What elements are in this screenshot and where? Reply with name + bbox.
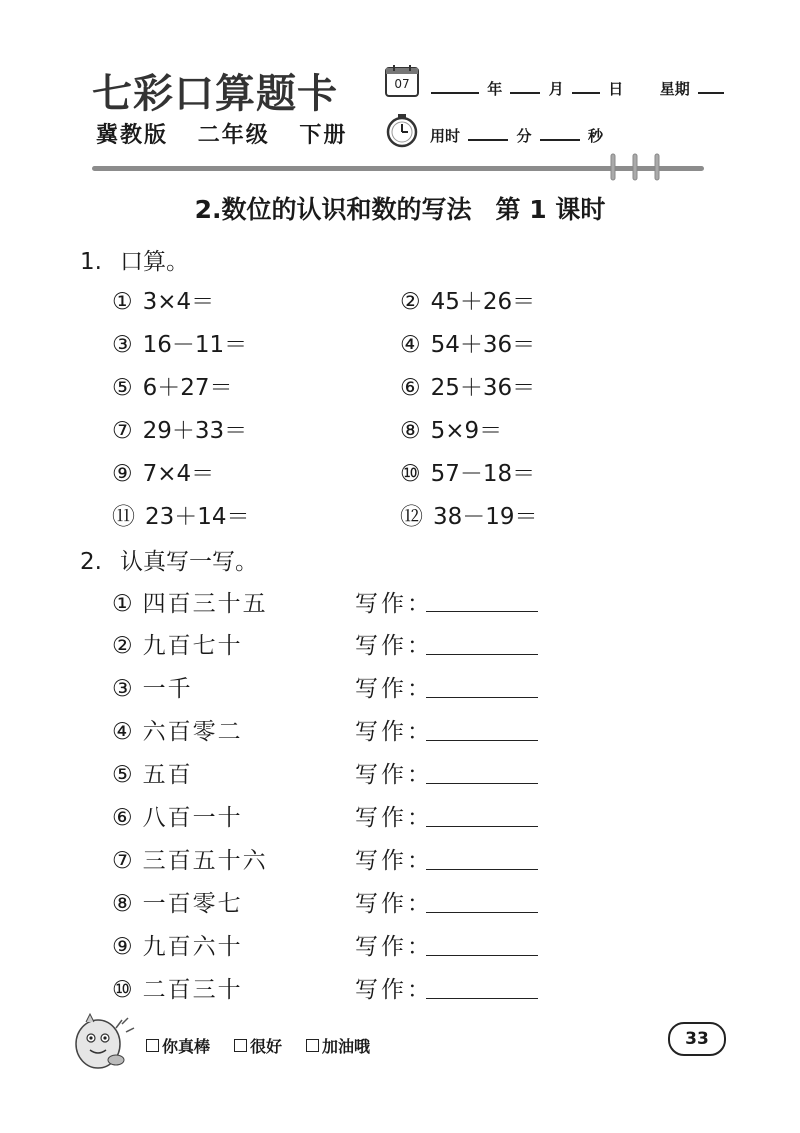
- write-item: ④ 六百零二: [112, 719, 243, 745]
- answer-line[interactable]: [426, 740, 538, 741]
- rating-option-keep-going[interactable]: 加油哦: [306, 1034, 370, 1057]
- problem-item: ⑨ 7×4＝: [112, 461, 215, 487]
- lesson-title: 2.数位的认识和数的写法 第 1 课时: [194, 195, 606, 224]
- write-item: ⑨ 九百六十: [112, 934, 243, 960]
- problem-item: ⑪ 23＋14＝: [112, 504, 250, 530]
- write-label: 写作：: [355, 848, 433, 874]
- binder-rings-icon: [604, 152, 674, 182]
- minutes-blank[interactable]: [468, 125, 508, 141]
- year-blank[interactable]: [431, 78, 479, 94]
- brand-logo: 七彩口算题卡: [92, 71, 338, 117]
- time-fields: 用时 分 秒: [430, 127, 603, 145]
- problem-item: ⑧ 5×9＝: [400, 418, 503, 444]
- problem-item: ⑥ 25＋36＝: [400, 375, 536, 401]
- problem-item: ④ 54＋36＝: [400, 332, 536, 358]
- section2-heading: 2. 认真写一写。: [80, 549, 258, 575]
- edition-info: 冀教版 二年级 下册: [96, 123, 348, 148]
- answer-line[interactable]: [426, 869, 538, 870]
- write-label: 写作：: [355, 934, 433, 960]
- problem-item: ⑩ 57－18＝: [400, 461, 536, 487]
- checkbox-icon[interactable]: [306, 1039, 319, 1052]
- write-item: ③ 一千: [112, 676, 193, 702]
- answer-line[interactable]: [426, 912, 538, 913]
- month-blank[interactable]: [510, 78, 540, 94]
- clock-icon: [384, 112, 420, 148]
- write-label: 写作：: [355, 719, 433, 745]
- day-blank[interactable]: [572, 78, 600, 94]
- answer-line[interactable]: [426, 783, 538, 784]
- write-label: 写作：: [355, 676, 433, 702]
- answer-line[interactable]: [426, 697, 538, 698]
- write-label: 写作：: [355, 633, 433, 659]
- problem-item: ⑫ 38－19＝: [400, 504, 538, 530]
- rating-option-great[interactable]: 你真棒: [146, 1034, 210, 1057]
- answer-line[interactable]: [426, 826, 538, 827]
- page-number: 33: [668, 1022, 726, 1056]
- problem-item: ⑦ 29＋33＝: [112, 418, 248, 444]
- write-label: 写作：: [355, 977, 433, 1003]
- write-item: ⑤ 五百: [112, 762, 193, 788]
- problem-item: ⑤ 6＋27＝: [112, 375, 233, 401]
- write-label: 写作：: [355, 805, 433, 831]
- section1-heading: 1. 口算。: [80, 249, 189, 275]
- answer-line[interactable]: [426, 654, 538, 655]
- problem-item: ② 45＋26＝: [400, 289, 536, 315]
- date-fields: 年 月 日 星期: [428, 78, 727, 99]
- weekday-blank[interactable]: [698, 78, 724, 94]
- answer-line[interactable]: [426, 998, 538, 999]
- calendar-icon: [384, 64, 420, 98]
- svg-text:07: 07: [394, 77, 410, 91]
- mascot-illustration: [66, 1008, 146, 1074]
- problem-item: ③ 16－11＝: [112, 332, 248, 358]
- write-item: ② 九百七十: [112, 633, 243, 659]
- problem-item: ① 3×4＝: [112, 289, 215, 315]
- write-item: ⑦ 三百五十六: [112, 848, 268, 874]
- write-item: ⑥ 八百一十: [112, 805, 243, 831]
- answer-line[interactable]: [426, 611, 538, 612]
- write-label: 写作：: [355, 762, 433, 788]
- write-label: 写作：: [355, 891, 433, 917]
- checkbox-icon[interactable]: [146, 1039, 159, 1052]
- rating-option-good[interactable]: 很好: [234, 1034, 282, 1057]
- answer-line[interactable]: [426, 955, 538, 956]
- write-item: ① 四百三十五: [112, 591, 268, 617]
- seconds-blank[interactable]: [540, 125, 580, 141]
- write-item: ⑩ 二百三十: [112, 977, 243, 1003]
- checkbox-icon[interactable]: [234, 1039, 247, 1052]
- write-item: ⑧ 一百零七: [112, 891, 243, 917]
- write-label: 写作：: [355, 591, 433, 617]
